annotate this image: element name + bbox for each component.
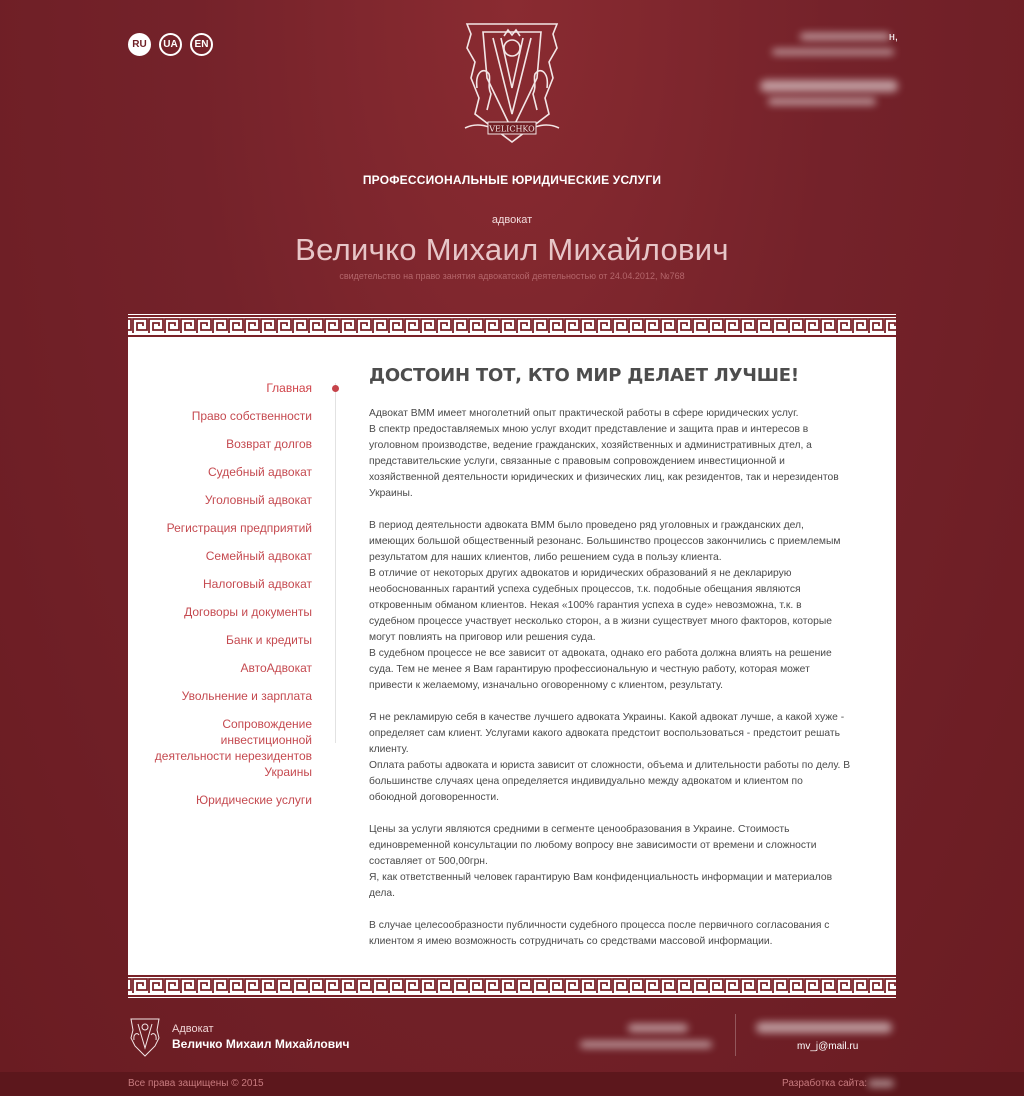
site-logo[interactable] — [457, 18, 567, 148]
coat-of-arms-icon — [128, 1016, 162, 1058]
blurred-address-line — [772, 49, 894, 55]
nav-item-property-rights[interactable]: Право собственности — [191, 409, 312, 423]
text-line: имеющих большой общественный резонанс. Большинство процессов закончились с приемлемым — [369, 536, 841, 547]
header-contact-suffix: н, — [888, 31, 898, 43]
greek-key-pattern — [128, 974, 896, 998]
text-line: В период деятельности адвоката ВММ было проведено ряд уголовных и гражданских дел, — [369, 520, 804, 531]
text-line: представительские услуги, связанные с правовым сопровождением инвестиционной и — [369, 456, 785, 467]
text-line: составляет от 500,00грн. — [369, 856, 488, 867]
nav-item-tax-lawyer[interactable]: Налоговый адвокат — [203, 577, 312, 591]
text-line: В судебном процессе не все зависит от адвоката, однако его работа должна влиять на решение — [369, 648, 832, 659]
text-line: Украины. — [369, 488, 413, 499]
nav-item-family-lawyer[interactable]: Семейный адвокат — [205, 549, 312, 563]
text-line: дела. — [369, 888, 395, 899]
main-article — [369, 365, 865, 966]
text-line: хозяйственной деятельности юридических и физических лиц, как резидентов, так и нерезидентов — [369, 472, 839, 483]
article-paragraph — [369, 518, 865, 694]
article-paragraph — [369, 822, 865, 902]
article-paragraph — [369, 710, 865, 806]
text-line: уголовном производстве, ведение гражданских, хозяйственных и административных дтел, а — [369, 440, 812, 451]
sidebar-nav — [128, 380, 312, 820]
text-line: могут повлиять на приговор или решения суда. — [369, 632, 596, 643]
blurred-phone — [760, 80, 898, 92]
blurred-developer-logo[interactable] — [868, 1080, 894, 1087]
text-line: В отличие от некоторых других адвокатов и юридических образований я не декларирую — [369, 568, 792, 579]
nav-item-auto-lawyer[interactable]: АвтоАдвокат — [240, 661, 312, 675]
text-line: Я, как ответственный человек гарантирую Вам конфиденциальность информации и материалов — [369, 872, 833, 883]
text-line: судебном процессе участвует несколько сторон, а в жизни существует много факторов, которые — [369, 616, 832, 627]
greek-key-pattern — [128, 314, 896, 338]
language-switcher — [128, 33, 213, 56]
text-line: результатом для наших клиентов, либо решением суда в пользу клиента. — [369, 552, 722, 563]
blurred-email — [768, 98, 876, 105]
nav-item-criminal-lawyer[interactable]: Уголовный адвокат — [204, 493, 312, 507]
greek-key-border-top — [128, 314, 896, 338]
text-line: Я не рекламирую себя в качестве лучшего адвоката Украины. Какой адвокат лучше, а какой хуже - — [369, 712, 845, 723]
article-paragraph — [369, 918, 865, 950]
text-line: клиенту. — [369, 744, 409, 755]
nav-item-company-registration[interactable]: Регистрация предприятий — [166, 521, 312, 535]
certificate-text: свидетельство на право занятия адвокатской деятельностью от 24.04.2012, №768 — [339, 271, 685, 281]
text-line: привести к желаемому, изначально оговоренному с клиентом, результату. — [369, 680, 723, 691]
text-line: В спектр предоставляемых мною услуг входит представление и защита прав и интересов в — [369, 424, 809, 435]
text-line: Цены за услуги являются средними в сегменте ценообразования в Украине. Стоимость — [369, 824, 790, 835]
nav-item-dismissal-salary[interactable]: Увольнение и зарплата — [181, 689, 312, 703]
blurred-footer-phone — [756, 1022, 892, 1033]
text-line: В случае целесообразности публичности судебного процесса после первичного согласования с — [369, 920, 830, 931]
nav-divider — [335, 383, 336, 743]
tagline: ПРОФЕССИОНАЛЬНЫЕ ЮРИДИЧЕСКИЕ УСЛУГИ — [362, 173, 662, 187]
text-line: большинстве случаях цена определяется индивидуально между адвокатом и клиентом по — [369, 776, 803, 787]
greek-key-border-bottom — [128, 974, 896, 998]
article-paragraph — [369, 406, 865, 502]
footer-divider — [735, 1014, 736, 1056]
footer-logo[interactable] — [128, 1016, 162, 1058]
logo-text: VELICHKO — [489, 124, 535, 134]
text-line: Оплата работы адвоката и юриста зависит от сложности, объема и длительности работы по делу. В — [369, 760, 851, 771]
lang-ua-button[interactable]: UA — [159, 33, 182, 56]
nav-item-bank-credits[interactable]: Банк и кредиты — [226, 633, 312, 647]
coat-of-arms-icon — [457, 18, 567, 148]
copyright-text: Все права защищены © 2015 — [128, 1078, 264, 1089]
text-line: Адвокат ВММ имеет многолетний опыт практической работы в сфере юридических услуг. — [369, 408, 799, 419]
header-contacts — [748, 28, 898, 108]
text-line: обоюдной договоренности. — [369, 792, 499, 803]
lang-en-button[interactable]: EN — [190, 33, 213, 56]
lang-ru-button[interactable]: RU — [128, 33, 151, 56]
text-line: единовременной консультации по любому вопросу вне зависимости от времени и сложности — [369, 840, 817, 851]
footer-role: Адвокат — [172, 1023, 214, 1035]
text-line: клиентом я имею возможность сотрудничать со средствами массовой информации. — [369, 936, 773, 947]
footer-email[interactable]: mv_j@mail.ru — [797, 1041, 859, 1052]
article-headline: ДОСТОИН ТОТ, КТО МИР ДЕЛАЕТ ЛУЧШЕ! — [369, 365, 799, 386]
text-line: необоснованных гарантий успеха судебных процессов, т.к. подобные обещания являются — [369, 584, 801, 595]
blurred-footer-address-line — [580, 1041, 712, 1048]
text-line: суда. Тем не менее я Вам гарантирую профессиональную и честную работу, которая может — [369, 664, 810, 675]
blurred-address — [800, 33, 890, 40]
blurred-footer-address — [628, 1024, 688, 1032]
nav-item-investment-support[interactable]: Сопровождение инвестиционной деятельности нерезидентов Украины — [154, 717, 312, 779]
nav-item-contracts[interactable]: Договоры и документы — [184, 605, 312, 619]
nav-item-court-lawyer[interactable]: Судебный адвокат — [208, 465, 312, 479]
developer-credit: Разработка сайта: — [782, 1078, 868, 1089]
text-line: откровенным обманом клиентов. Некая «100% гарантия успеха в суде» невозможна, т.к. в — [369, 600, 802, 611]
page-title: Величко Михаил Михайлович — [295, 232, 729, 267]
nav-item-legal-services[interactable]: Юридические услуги — [195, 793, 312, 807]
footer-name: Величко Михаил Михайлович — [172, 1037, 350, 1051]
text-line: определяет сам клиент. Услугами какого адвоката предстоит воспользоваться - предстоит решать — [369, 728, 840, 739]
nav-item-home[interactable]: Главная — [266, 381, 312, 395]
nav-item-debt-recovery[interactable]: Возврат долгов — [226, 437, 312, 451]
role-label: адвокат — [491, 214, 533, 226]
nav-active-indicator — [332, 385, 339, 392]
